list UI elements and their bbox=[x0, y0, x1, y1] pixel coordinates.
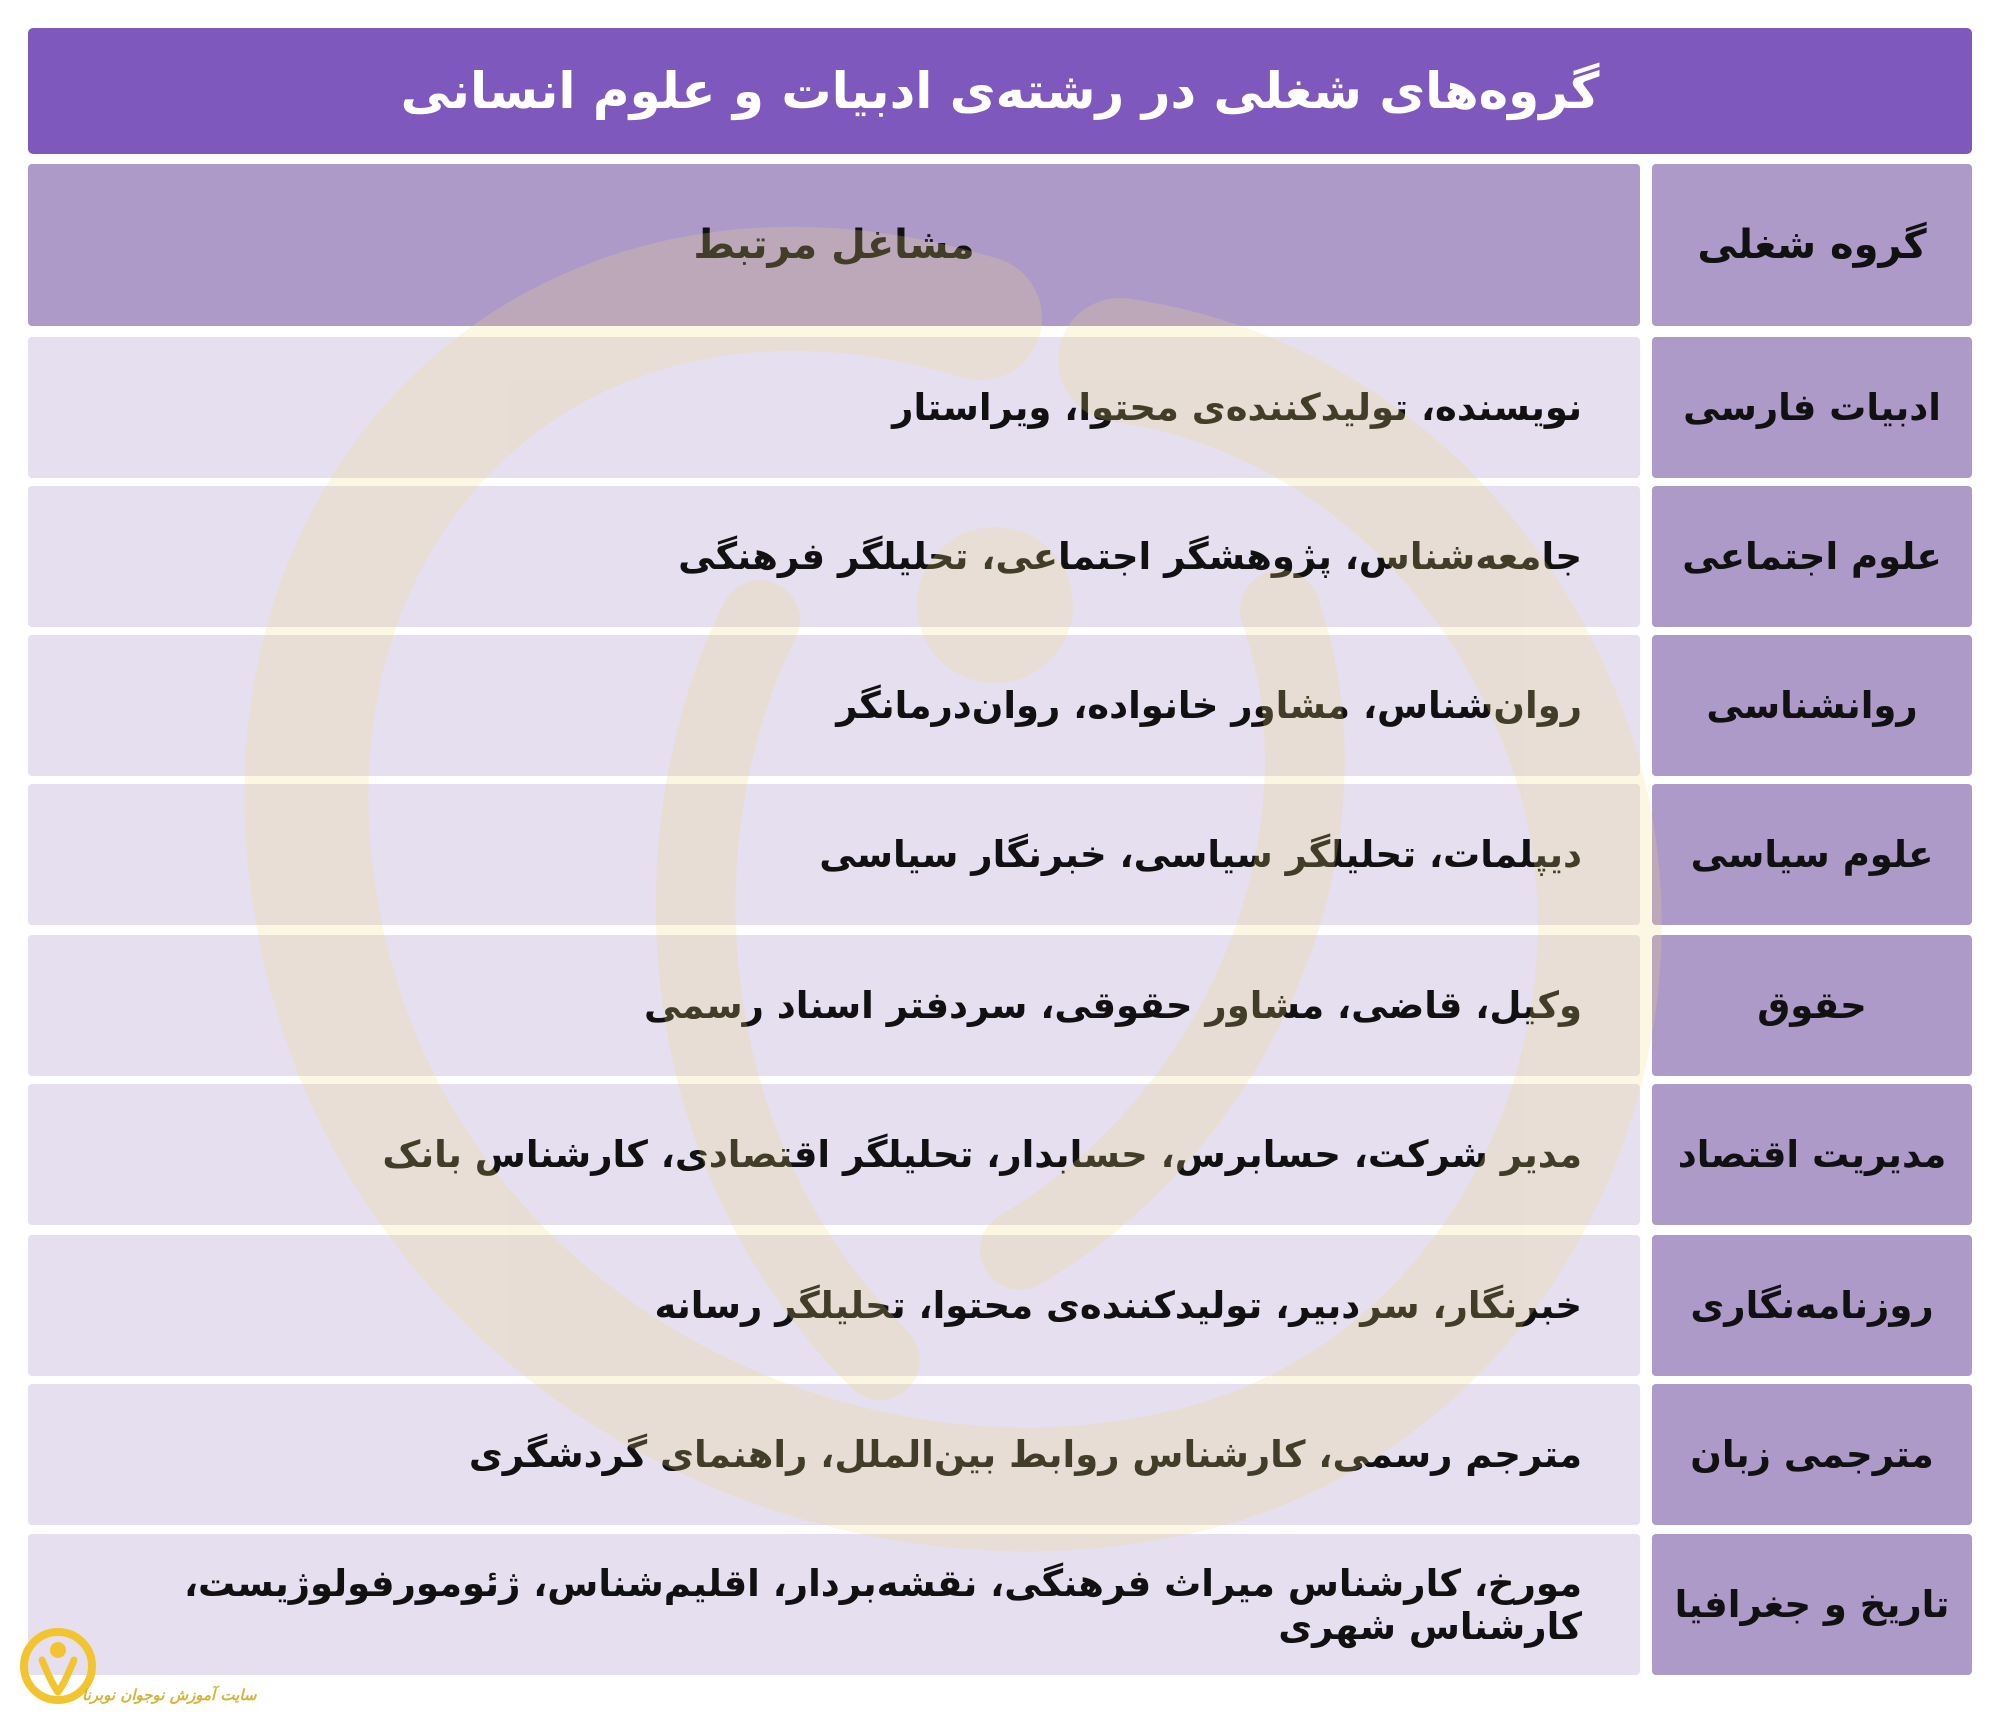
row-group: علوم اجتماعی bbox=[1652, 486, 1972, 627]
header-group: گروه شغلی bbox=[1652, 164, 1972, 326]
row-jobs: وکیل، قاضی، مشاور حقوقی، سردفتر اسناد رسمی bbox=[28, 935, 1640, 1076]
page-title: گروه‌های شغلی در رشته‌ی ادبیات و علوم انسانی bbox=[400, 62, 1600, 120]
row-jobs: دیپلمات، تحلیلگر سیاسی، خبرنگار سیاسی bbox=[28, 784, 1640, 925]
row-group: علوم سیاسی bbox=[1652, 784, 1972, 925]
row-group: تاریخ و جغرافیا bbox=[1652, 1534, 1972, 1675]
row-group: مدیریت اقتصاد bbox=[1652, 1084, 1972, 1225]
row-group: حقوق bbox=[1652, 935, 1972, 1076]
row-group: روزنامه‌نگاری bbox=[1652, 1235, 1972, 1376]
row-group: مترجمی زبان bbox=[1652, 1384, 1972, 1525]
row-jobs: جامعه‌شناس، پژوهشگر اجتماعی، تحلیلگر فرهنگی bbox=[28, 486, 1640, 627]
row-jobs: مورخ، کارشناس میراث فرهنگی، نقشه‌بردار، اقلیم‌شناس، ژئومورفولوژیست، کارشناس شهری bbox=[28, 1534, 1640, 1675]
row-jobs: نویسنده، تولیدکننده‌ی محتوا، ویراستار bbox=[28, 337, 1640, 478]
row-group: ادبیات فارسی bbox=[1652, 337, 1972, 478]
row-jobs: مدیر شرکت، حسابرس، حسابدار، تحلیلگر اقتصادی، کارشناس بانک bbox=[28, 1084, 1640, 1225]
site-caption: سایت آموزش نوجوان نوبرنا bbox=[82, 1686, 257, 1704]
row-jobs: خبرنگار، سردبیر، تولیدکننده‌ی محتوا، تحلیلگر رسانه bbox=[28, 1235, 1640, 1376]
row-jobs: مترجم رسمی، کارشناس روابط بین‌الملل، راهنمای گردشگری bbox=[28, 1384, 1640, 1525]
title-bar bbox=[28, 28, 1972, 154]
row-jobs: روان‌شناس، مشاور خانواده، روان‌درمانگر bbox=[28, 635, 1640, 776]
header-jobs: مشاغل مرتبط bbox=[28, 164, 1640, 326]
row-group: روانشناسی bbox=[1652, 635, 1972, 776]
